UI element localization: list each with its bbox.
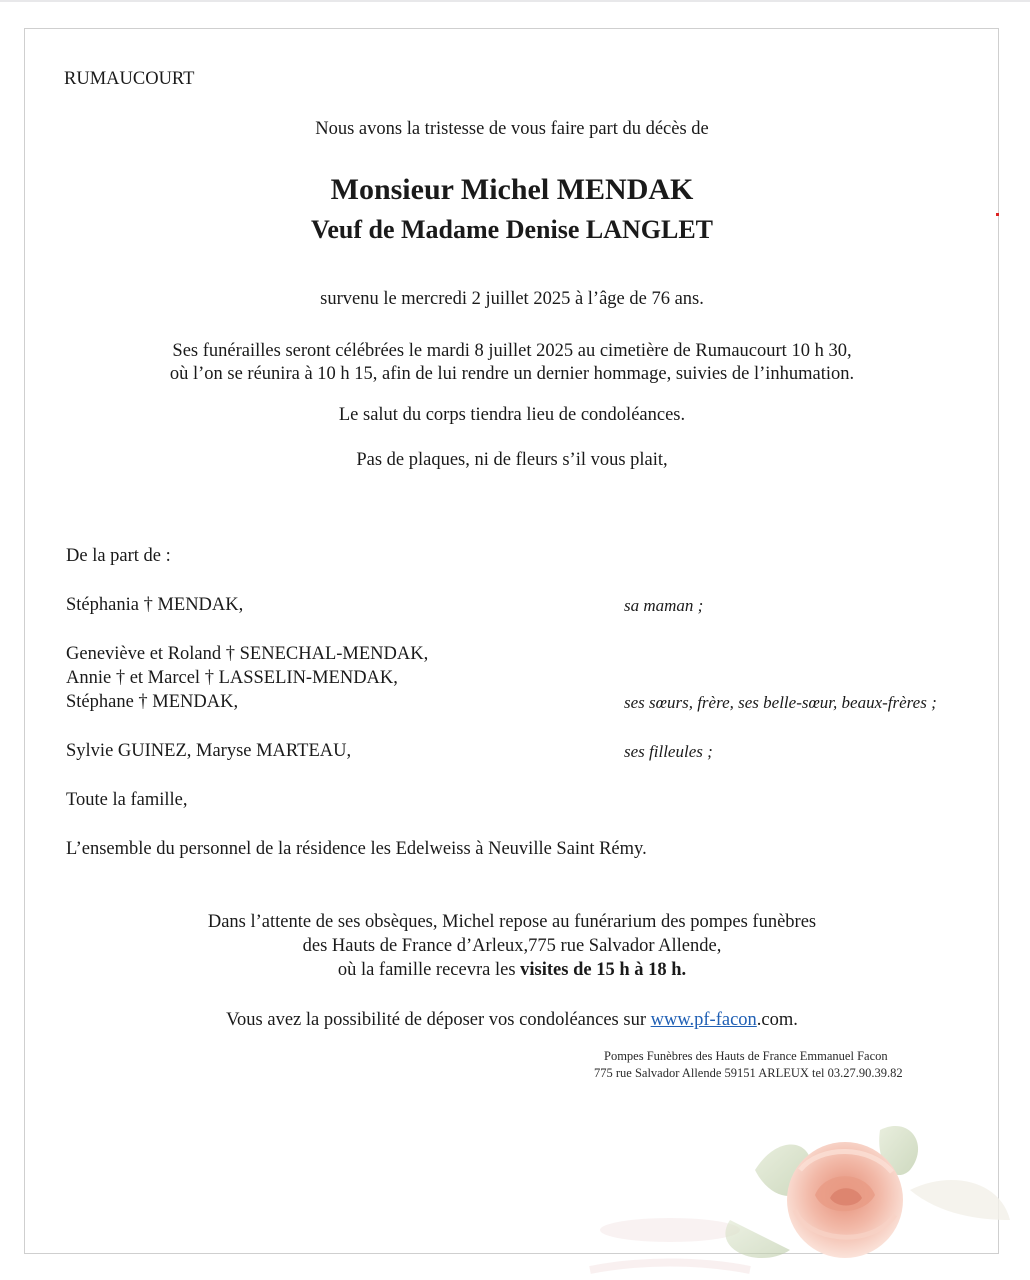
visit-line-3-prefix: où la famille recevra les — [337, 960, 521, 980]
siblings-line-3: Stéphane † MENDAK, — [66, 692, 239, 712]
mother-role: sa maman ; — [624, 596, 704, 615]
salut-text: Le salut du corps tiendra lieu de condoléances. — [338, 405, 686, 425]
godchildren-role: ses filleules ; — [624, 742, 713, 761]
condolences-line — [0, 1009, 1024, 1031]
godchildren-names: Sylvie GUINEZ, Maryse MARTEAU, — [66, 741, 352, 761]
scan-top-edge — [0, 0, 1030, 2]
staff-line: L’ensemble du personnel de la résidence les Edelweiss à Neuville Saint Rémy. — [66, 839, 647, 859]
funeral-line-1: Ses funérailles seront célébrées le mardi 8 juillet 2025 au cimetière de Rumaucourt 10 h 30, — [172, 341, 852, 361]
visit-hours: visites de 15 h à 18 h. — [520, 960, 687, 980]
footer-line-2: 775 rue Salvador Allende 59151 ARLEUX tel 03.27.90.39.82 — [594, 1066, 903, 1080]
no-flowers-text: Pas de plaques, ni de fleurs s’il vous plait, — [356, 450, 668, 470]
funeral-line-2: où l’on se réunira à 10 h 15, afin de lui rendre un dernier hommage, suivies de l’inhumation. — [169, 364, 855, 384]
rose-image — [580, 1110, 1020, 1275]
intro-text: Nous avons la tristesse de vous faire part du décès de — [315, 119, 709, 139]
siblings-line-1: Geneviève et Roland † SENECHAL-MENDAK, — [66, 644, 429, 664]
deceased-name: Monsieur Michel MENDAK — [330, 173, 694, 206]
visit-line-1: Dans l’attente de ses obsèques, Michel repose au funérarium des pompes funèbres — [207, 912, 817, 932]
siblings-line-2: Annie † et Marcel † LASSELIN-MENDAK, — [66, 668, 398, 688]
condolences-prefix: Vous avez la possibilité de déposer vos condoléances sur — [226, 1010, 651, 1030]
visit-line-3 — [0, 959, 1024, 981]
from-label: De la part de : — [66, 546, 171, 566]
footer-line-1: Pompes Funèbres des Hauts de France Emmanuel Facon — [604, 1049, 888, 1063]
spouse-line: Veuf de Madame Denise LANGLET — [310, 215, 714, 244]
condolences-suffix: .com. — [756, 1010, 798, 1030]
whole-family: Toute la famille, — [66, 790, 188, 810]
town-name: RUMAUCOURT — [64, 69, 195, 89]
visit-line-2: des Hauts de France d’Arleux,775 rue Salvador Allende, — [302, 936, 722, 956]
condolences-link[interactable]: www.pf-facon — [650, 1010, 757, 1030]
siblings-role: ses sœurs, frère, ses belle-sœur, beaux-frères ; — [624, 693, 937, 712]
death-date: survenu le mercredi 2 juillet 2025 à l’âge de 76 ans. — [320, 289, 704, 309]
mother-name: Stéphania † MENDAK, — [66, 595, 244, 615]
